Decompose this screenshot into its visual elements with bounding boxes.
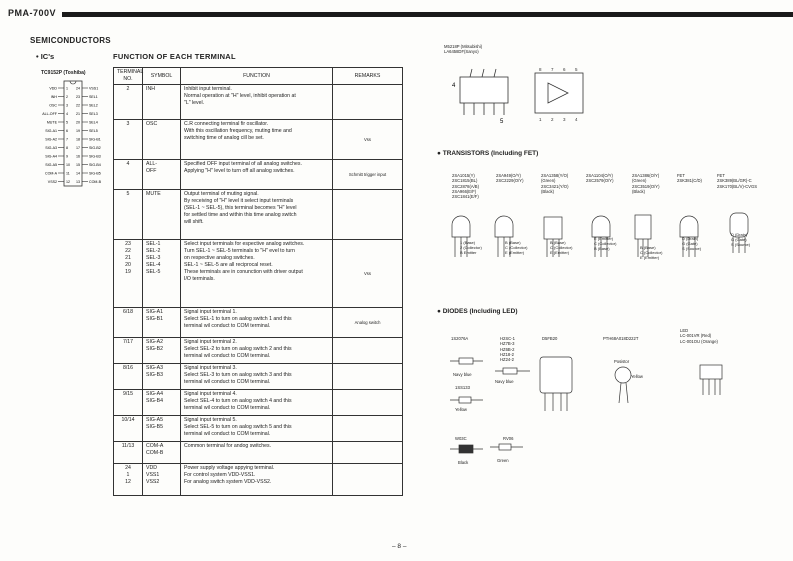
cell-function: Signal input terminal 4. Select SEL-4 to turn on aalog switch 4 and this terminal wil conduct to COM terminal. [181,390,333,416]
chip-pin-number: 22 [76,103,80,108]
chip-notch [70,81,76,84]
transistor-pin-labels: B (Base) C (Collector) E (Emitter) [505,240,528,255]
cell-function: Signal input terminal 5. Select SEL-5 to turn on aalog switch 5 and this terminal wil conduct to COM terminal. [181,416,333,442]
chip-right-pin-label: SIG-B3 [89,154,101,159]
chip-pin-number: 21 [76,112,80,116]
transistor-group: 2SA1386(O/Y) (Green) 2SC3519(O/Y) (Black) [632,173,660,194]
diode-led: LED LC-001VR (Red) LC-001OU (Orange) [680,328,718,344]
table-row [114,390,403,416]
chip-left-pins [42,87,70,185]
cell-remarks: Schmitt trigger input [333,160,403,190]
table-row [114,308,403,338]
chip-right-pin-label: SIG-B5 [89,171,101,176]
chip-right-pin-label: COM-B [89,180,101,184]
ic-pin-number: 5 [575,67,578,72]
chip-left-pin-label: VSS2 [47,180,57,184]
cell-function: Signal input terminal 2. Select SEL-2 to turn on aalog switch 2 and this terminal wil conduct to COM terminal. [181,338,333,364]
header-bar [6,12,793,17]
chip-pin-number: 18 [76,137,80,142]
transistor-body [544,217,562,239]
chip-pin-number: 9 [66,154,68,159]
chip-right-pin-label: SEL2 [89,103,98,108]
table-row [114,364,403,390]
ic-pin-number: 3 [563,117,566,122]
transistor-group: FET 2SK381(C/D) [677,173,702,184]
col-header-no: TERMINAL NO. [114,68,143,85]
cell-remarks [333,416,403,442]
diode-label: Black [458,460,469,465]
cell-symbol: SEL-1 SEL-2 SEL-3 SEL-4 SEL-5 [143,240,181,308]
cell-terminal-no: 10/14 [114,416,143,442]
transistor-body [592,216,610,237]
chip-left-pin-label: VDD [49,86,57,91]
chip-right-pin-label: SIG-B4 [89,163,101,167]
cell-terminal-no: 24 1 12 [114,464,143,496]
diode-rv06: RV06 [503,436,514,441]
chip-pin-number: 6 [66,129,68,133]
dip-pin-label: 4 [452,83,456,89]
chip-pin-number: 3 [66,103,68,108]
chip-pin-number: 12 [66,180,70,184]
chip-pin-number: 16 [76,154,80,159]
cell-function: Specified OFF input terminal of all analog switches. Applying "H" level to turn off all analog switches. [181,160,333,190]
chip-name: TC9152P (Toshiba) [41,70,86,76]
header-title: PMA-700V [6,8,62,18]
diode-w03c: W03C [455,436,467,441]
diode-body [459,445,473,453]
transistor-pin-labels: E (Emitter) C (Collector) B (Base) [594,236,617,251]
col-header-symbol: SYMBOL [143,68,181,85]
cell-terminal-no: 4 [114,160,143,190]
diode-hz-list: H2SC-1 HZ7B-3 HZ6B-2 HZ18-2 HZ24-2 [500,336,515,362]
diode-label: Green [497,458,509,463]
table-row [114,464,403,496]
cell-function: C.R connecting terminal fir oscillator. With this oscillation frequency, muting time and switching time of analog cill be set. [181,120,333,160]
chip-left-pin-label: MUTE [46,120,57,125]
cell-remarks: Vss [333,240,403,308]
cell-remarks [333,364,403,390]
table-row [114,442,403,464]
cell-symbol: SIG-A2 SIG-B2 [143,338,181,364]
table-row [114,120,403,160]
transistor-group: 2SA949(O/Y) 2SC2229(O/Y) [496,173,524,184]
cell-terminal-no: 3 [114,120,143,160]
transistor-body [495,216,513,237]
cell-terminal-no: 23 22 21 20 19 [114,240,143,308]
chip-pin-number: 4 [66,112,68,116]
chip-pin-number: 7 [66,137,68,142]
transistor-group: 2SA1358(Y/O) (Green) 2SC3421(Y/O) (Black) [541,173,569,194]
cell-symbol: SIG-A3 SIG-B3 [143,364,181,390]
transistor-pin-labels: B (Base) C (Collector) E (Emitter) [550,240,573,255]
table-row [114,240,403,308]
chip-pin-number: 8 [66,146,68,150]
function-title: FUNCTION OF EACH TERMINAL [113,52,236,61]
cell-function: Signal input terminal 3. Select SEL-3 to turn on aalog switch 3 and this terminal wil conduct to COM terminal. [181,364,333,390]
diode-label: Navy blue [495,379,514,384]
cell-terminal-no: 5 [114,190,143,240]
cell-function: Signal input terminal 1. Select SEL-1 to turn on aalog switch 1 and this terminal wil conduct to COM terminal. [181,308,333,338]
diode-d5fb20: D5FB20 [542,336,558,341]
chip-pin-number: 14 [76,171,80,176]
transistor-body [452,216,470,237]
ic-pin-number: 6 [563,67,566,72]
cell-terminal-no: 8/16 [114,364,143,390]
transistor-pin-labels: D (Drain) G (Gate) S (Source) [731,232,751,247]
table-row [114,85,403,120]
cell-remarks [333,190,403,240]
cell-symbol: INH [143,85,181,120]
diode-body [459,397,471,403]
cell-symbol: SIG-A5 SIG-B5 [143,416,181,442]
table-header-row [114,68,403,85]
ic-pin-number: 1 [539,117,542,122]
chip-right-pin-label: SIG-B2 [89,146,101,150]
led-body [700,365,722,379]
transistor-pin-labels: D (Drain) G (Gate) S (Source) [682,236,702,251]
chip-pin-number: 13 [76,180,80,184]
diode-label: Posistor [614,359,630,364]
dip-pin-label: 5 [500,119,504,125]
cell-function: Select input terminals for espective analog switches. Turn SEL-1 ~ SEL-5 terminals to "H" evel to turn on respective analog switches. SEL-1 ~ SEL-5 are all reciprocal reset. These terminals are in conunction with driver output I/O terminals. [181,240,333,308]
table-row [114,190,403,240]
cell-terminal-no: 11/13 [114,442,143,464]
posistor-body [615,367,631,383]
cell-function: Power supply voltage appying terminal. For control system VDD-VSS1. For analog switch system VDD-VSS2. [181,464,333,496]
transistor-group: 2SA1104(O/Y) 2SC2579(O/Y) [586,173,614,184]
chip-pin-number: 11 [66,171,70,176]
diode-label: Yellow [631,374,643,379]
diode-1ss133: 1SS133 [455,385,470,390]
diode-posistor: PTH68A018D222T [603,336,639,341]
chip-right-pin-label: SIG-B1 [89,137,101,142]
chip-left-pin-label: SIG-A4 [45,154,57,159]
chip-pin-number: 17 [76,146,80,150]
chip-pin-number: 2 [66,95,68,99]
ic-pin-number: 8 [539,67,542,72]
diodes-title: ● DIODES (Including LED) [437,308,518,315]
cell-symbol: COM-A COM-B [143,442,181,464]
chip-left-pin-label: ALL-OFF [42,112,57,116]
cell-function: Inhibit input terminal. Normal operation at "H" level, inhibit operation at "L" level. [181,85,333,120]
chip-pin-number: 1 [66,86,68,91]
cell-remarks [333,442,403,464]
diode-packages [445,345,775,470]
chip-pin-number: 19 [76,129,80,133]
dip-body [460,77,508,103]
table-row [114,416,403,442]
cell-symbol: MUTE [143,190,181,240]
transistor-pin-labels: 1 (Base) 2 (Collector) B Emitter [460,240,482,255]
transistor-body [635,215,651,239]
diode-body [459,358,473,364]
chip-pin-number: 23 [76,95,80,99]
page-number: – 8 – [392,543,407,550]
ic-pin-number: 7 [551,67,554,72]
diode-body [503,368,517,374]
cell-terminal-no: 2 [114,85,143,120]
chip-left-pin-label: SIG-A1 [45,129,57,133]
cell-function: Output terminal of muting signal. By receiving of "H" level it select input terminals (SEL-1 ~ SEL-5), this terminal becomes "H" level for settled time and within this time analog switch will shift. [181,190,333,240]
cell-remarks [333,464,403,496]
ic-package-parts: M5218P (Mitsubishi) LA6458DF(Sanyo) [444,44,483,55]
section-title: SEMICONDUCTORS [30,36,111,45]
cell-remarks [333,338,403,364]
diode-label: Navy blue [453,372,472,377]
chip-pin-number: 20 [76,120,80,125]
diode-body [499,444,511,450]
diode-1s2076a: 1S2076A [451,336,469,341]
terminal-table [113,67,403,496]
chip-pinout-diagram [40,78,110,193]
ic-package-diagram [440,65,620,130]
transistor-group: 2SA1015(Y) 2SC1815(BL) 2SC2878(A/B) 2SA966(E/F) 2SC1841(E/F) [452,173,479,199]
ic-pin-number: 2 [551,117,554,122]
chip-right-pin-label: SEL5 [89,129,98,133]
cell-remarks: Analog switch [333,308,403,338]
cell-symbol: ALL- OFF [143,160,181,190]
chip-left-pin-label: COM-A [45,171,57,176]
cell-remarks [333,85,403,120]
cell-symbol: SIG-A1 SIG-B1 [143,308,181,338]
opamp-box [535,73,583,113]
diode-label: Yellow [455,407,467,412]
table-row [114,160,403,190]
chip-left-pin-label: SIG-A5 [45,163,57,167]
transistors-title: ● TRANSISTORS (Including FET) [437,150,539,157]
cell-terminal-no: 7/17 [114,338,143,364]
cell-function: Common terminal for andog switches. [181,442,333,464]
chip-left-pin-label: OSC [49,103,57,108]
chip-pin-number: 24 [76,86,80,91]
chip-right-pin-label: SEL4 [89,120,98,125]
cell-symbol: SIG-A4 SIG-B4 [143,390,181,416]
ic-pin-number: 4 [575,117,578,122]
cell-terminal-no: 6/18 [114,308,143,338]
chip-right-pins [76,87,102,185]
chip-left-pin-label: SIG-A2 [45,137,57,142]
cell-remarks: Vss [333,120,403,160]
cell-terminal-no: 9/15 [114,390,143,416]
ics-label: • IC's [36,52,55,61]
transistor-pin-labels: B (Base) C (Collector) E (Emitter) [640,245,663,260]
bridge-body [540,357,572,393]
chip-pin-number: 10 [66,163,70,167]
chip-left-pin-label: INH [50,95,57,99]
chip-pin-number: 5 [66,120,68,125]
chip-right-pin-label: SEL3 [89,112,98,116]
chip-pin-number: 15 [76,163,80,167]
cell-remarks [333,390,403,416]
table-row [114,338,403,364]
transistor-group: FET 2SK389(BL/GR)-C 2SK170(BL/V)-CVGS [717,173,758,189]
transistor-body [680,216,698,237]
chip-left-pin-label: SIG-A3 [45,146,57,150]
cell-symbol: VDD VSS1 VSS2 [143,464,181,496]
col-header-function: FUNCTION [181,68,333,85]
col-header-remarks: REMARKS [333,68,403,85]
chip-right-pin-label: VSS1 [89,86,99,91]
cell-symbol: OSC [143,120,181,160]
chip-right-pin-label: SEL1 [89,95,98,99]
